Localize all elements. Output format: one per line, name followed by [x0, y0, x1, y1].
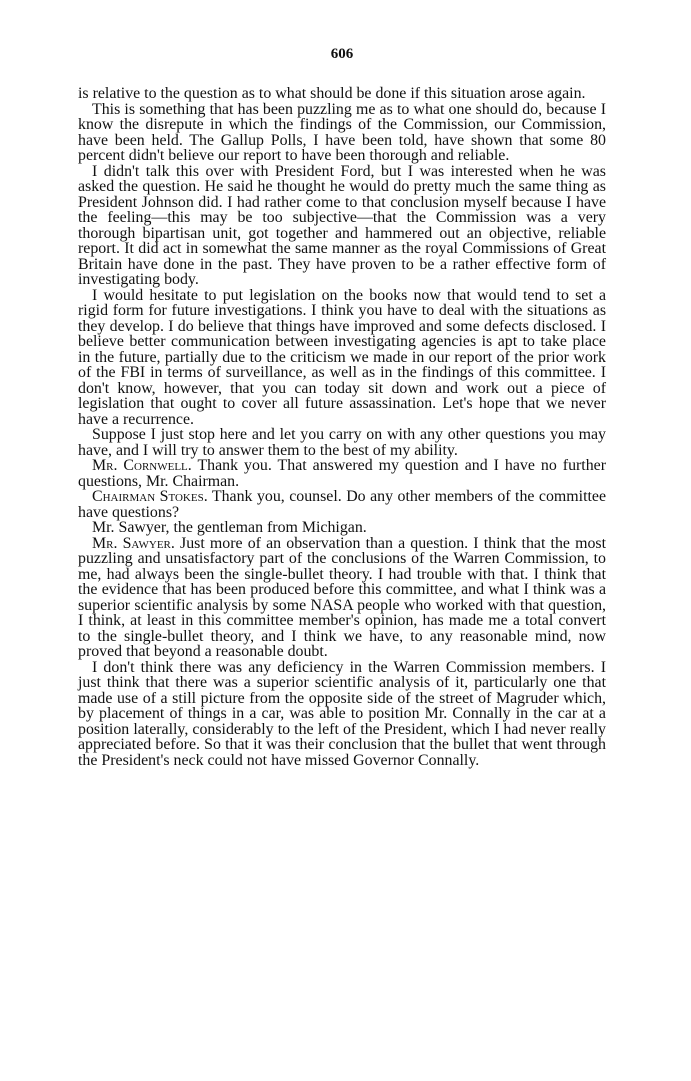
- paragraph-8: [78, 520, 606, 536]
- paragraph-9: [78, 536, 606, 660]
- paragraph-text: Thank you, counsel. Do any other members of the committee have questions?: [78, 488, 607, 521]
- paragraph-text: Just more of an observation than a question. I think that the most puzzling and unsatisfactory part of the conclusions of the Warren Commission, to me, had always been the single-bullet theory. I had trouble with that. I think that the evidence that has been produced before this committee, and what I think was a superior scientific analysis by some NASA people who worked with that question, I think, at least in this committee member's opinion, has made me a total convert to the single-bullet theory, and I think we have, to any reasonable mind, now proved that beyond a reasonable doubt.: [78, 534, 607, 660]
- paragraph-3: [78, 164, 606, 288]
- page-number: 606: [330, 46, 354, 62]
- paragraph-10: [78, 660, 606, 769]
- speaker-name: Chairman Stokes.: [92, 488, 208, 505]
- paragraph-text: I didn't talk this over with President Ford, but I was interested when he was asked the question. He said he thought he would do pretty much the same thing as President Johnson did. I had rather come to that conclusion myself because I have the feeling—this may be too subjective—that the Commission was a very thorough bipartisan unit, got together and hammered out an objective, reliable report. It did act in somewhat the same manner as the royal Commissions of Great Britain have done in the past. They have proven to be a rather effective form of investigating body.: [78, 162, 606, 288]
- paragraph-text: is relative to the question as to what should be done if this situation arose again.: [78, 85, 586, 102]
- paragraph-7: [78, 489, 606, 520]
- speaker-name: Mr. Sawyer.: [92, 534, 175, 552]
- paragraph-5: [78, 427, 606, 458]
- paragraph-text: I don't think there was any deficiency in the Warren Commission members. I just think that there was a superior scientific analysis of it, particularly one that made use of a still picture from the opposite side of the street of Magruder which, by placement of things in a car, was able to position Mr. Connally in the car at a position laterally, considerably to the left of the President, which I had never really appreciated before. So that it was their conclusion that the bullet that went through the President's neck could not have missed Governor Connally.: [78, 658, 606, 769]
- paragraph-text: This is something that has been puzzling me as to what one should do, because I know the disrepute in which the findings of the Commission, our Commission, have been held. The Gallup Polls, I have been told, have shown that some 80 percent didn't believe our report to have been thorough and reliable.: [78, 100, 606, 164]
- document-page: [78, 44, 606, 768]
- paragraph-text: Suppose I just stop here and let you carry on with any other questions you may have, and I will try to answer them to the best of my ability.: [78, 426, 606, 459]
- paragraph-text: Thank you. That answered my question and I have no further questions, Mr. Chairman.: [78, 457, 607, 490]
- paragraph-2: [78, 102, 606, 164]
- paragraph-text: Mr. Sawyer, the gentleman from Michigan.: [92, 519, 367, 536]
- paragraph-4: [78, 288, 606, 428]
- paragraph-6: [78, 458, 606, 489]
- speaker-name: Mr. Cornwell.: [92, 457, 192, 474]
- paragraph-1: [78, 86, 606, 102]
- paragraph-text: I would hesitate to put legislation on the books now that would tend to set a rigid form for future investigations. I think you have to deal with the situations as they develop. I do believe that things have improved and some defects disclosed. I believe better communication between investigating agencies is apt to take place in the future, partially due to the criticism we made in our report of the prior work of the FBI in terms of surveillance, as well as in the findings of this committee. I don't know, however, that you can today sit down and work out a piece of legislation that ought to cover all future assassination. Let's hope that we never have a recurrence.: [78, 286, 606, 428]
